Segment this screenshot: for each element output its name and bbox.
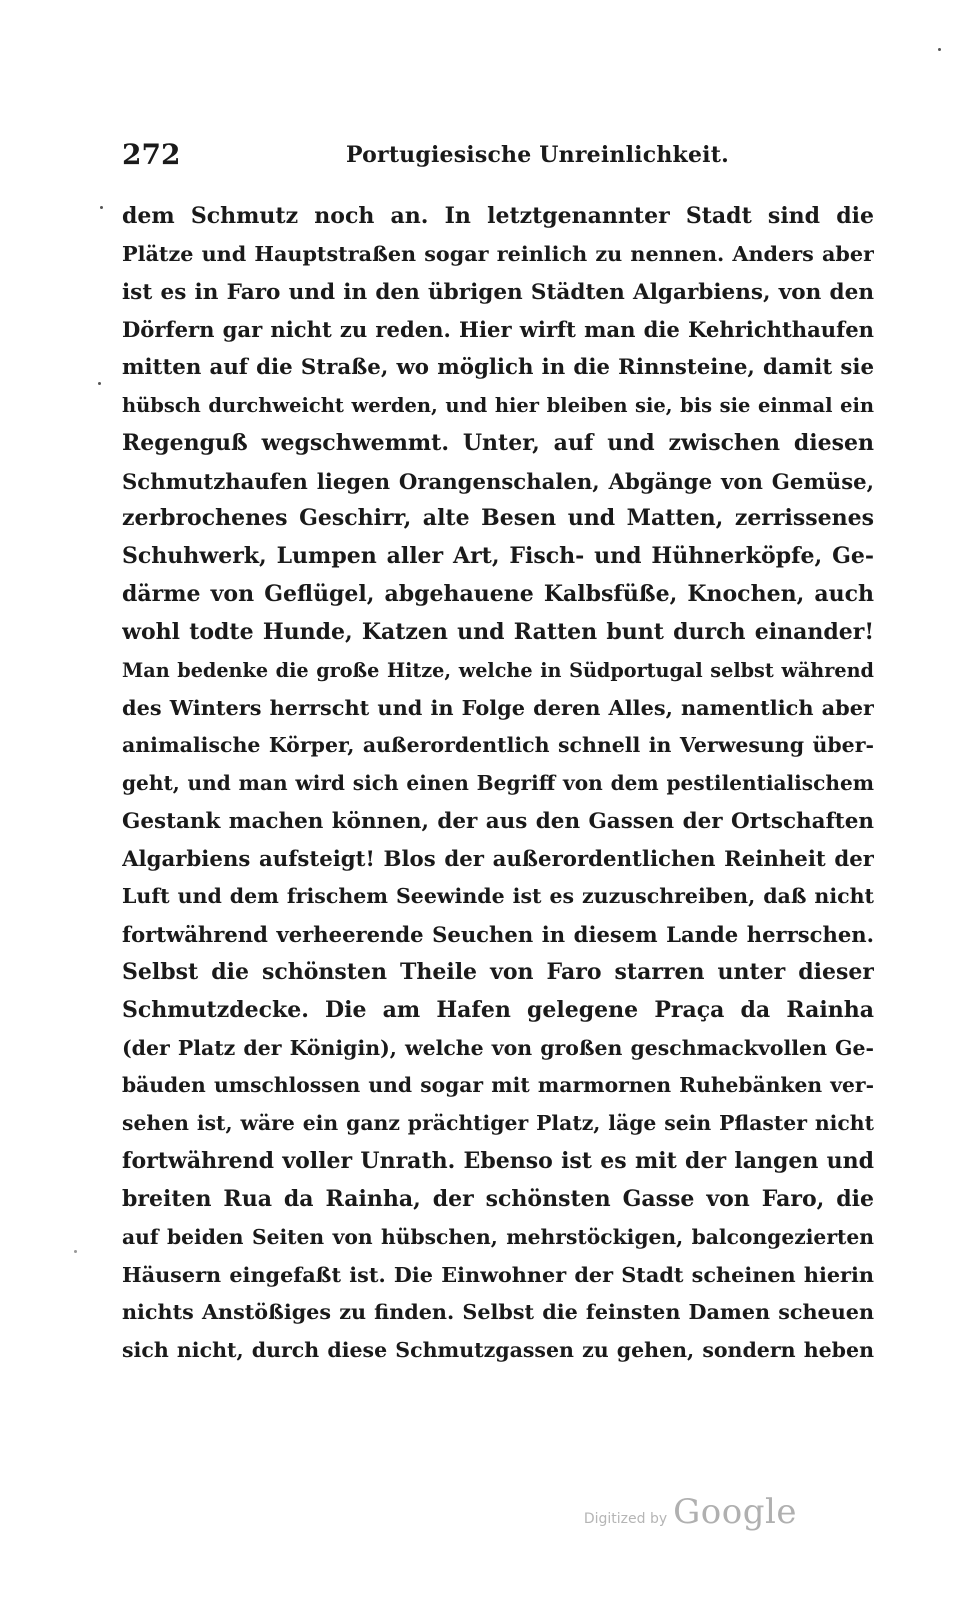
page-number: 272	[122, 138, 181, 171]
digitized-watermark	[584, 1492, 797, 1532]
text-line: des Winters herrscht und in Folge deren Alles, namentlich aber	[122, 695, 874, 721]
text-line: auf beiden Seiten von hübschen, mehrstöckigen, balcongezierten	[122, 1224, 874, 1249]
text-line: zerbrochenes Geschirr, alte Besen und Matten, zerrissenes	[122, 505, 874, 532]
text-line: Gestank machen können, der aus den Gassen der Ortschaften	[122, 808, 874, 834]
text-line: därme von Geflügel, abgehauene Kalbsfüße, Knochen, auch	[122, 580, 874, 607]
text-line: Schuhwerk, Lumpen aller Art, Fisch- und Hühnerköpfe, Ge-	[122, 543, 874, 570]
scan-speck	[74, 1250, 77, 1253]
text-line: mitten auf die Straße, wo möglich in die Rinnsteine, damit sie	[122, 355, 874, 381]
google-logo: Google	[673, 1492, 797, 1532]
text-line: Plätze und Hauptstraßen sogar reinlich zu nennen. Anders aber	[122, 241, 874, 266]
text-line: wohl todte Hunde, Katzen und Ratten bunt durch einander!	[122, 618, 874, 645]
text-line: Algarbiens aufsteigt! Blos der außerordentlichen Reinheit der	[122, 846, 874, 872]
text-line: nichts Anstößiges zu finden. Selbst die feinsten Damen scheuen	[122, 1300, 874, 1325]
page-header	[122, 138, 874, 178]
text-line: Selbst die schönsten Theile von Faro starren unter dieser	[122, 958, 874, 985]
text-line: Schmutzhaufen liegen Orangenschalen, Abgänge von Gemüse,	[122, 468, 874, 494]
digitized-label: Digitized by	[583, 1511, 668, 1527]
text-line: Man bedenke die große Hitze, welche in Südportugal selbst während	[122, 658, 874, 682]
scan-speck	[98, 382, 101, 385]
text-line: (der Platz der Königin), welche von großen geschmackvollen Ge-	[122, 1035, 874, 1060]
text-line: animalische Körper, außerordentlich schnell in Verwesung über-	[122, 733, 874, 758]
text-line: fortwährend voller Unrath. Ebenso ist es mit der langen und	[122, 1147, 874, 1174]
text-line: sehen ist, wäre ein ganz prächtiger Platz, läge sein Pflaster nicht	[122, 1111, 874, 1136]
text-line: sich nicht, durch diese Schmutzgassen zu gehen, sondern heben	[122, 1337, 874, 1362]
text-line: Häusern eingefaßt ist. Die Einwohner der Stadt scheinen hierin	[122, 1262, 874, 1288]
text-line: Luft und dem frischem Seewinde ist es zuzuschreiben, daß nicht	[122, 884, 874, 909]
body-text	[122, 198, 874, 1370]
text-line: ist es in Faro und in den übrigen Städten Algarbiens, von den	[122, 279, 874, 305]
text-line: bäuden umschlossen und sogar mit marmornen Ruhebänken ver-	[122, 1073, 874, 1098]
text-line: breiten Rua da Rainha, der schönsten Gasse von Faro, die	[122, 1185, 874, 1212]
text-line: geht, und man wird sich einen Begriff von dem pestilentialischem	[122, 770, 874, 795]
scan-speck	[938, 48, 941, 51]
text-line: Schmutzdecke. Die am Hafen gelegene Praça da Rainha	[122, 996, 874, 1023]
text-line: Dörfern gar nicht zu reden. Hier wirft man die Kehrichthaufen	[122, 317, 874, 343]
text-line: Regenguß wegschwemmt. Unter, auf und zwischen diesen	[122, 429, 874, 456]
scan-speck	[100, 206, 103, 209]
text-line: fortwährend verheerende Seuchen in diesem Lande herrschen.	[122, 922, 874, 948]
text-line: hübsch durchweicht werden, und hier bleiben sie, bis sie einmal ein	[122, 393, 874, 417]
running-head: Portugiesische Unreinlichkeit.	[346, 142, 729, 168]
text-line: dem Schmutz noch an. In letztgenannter Stadt sind die	[122, 203, 874, 229]
